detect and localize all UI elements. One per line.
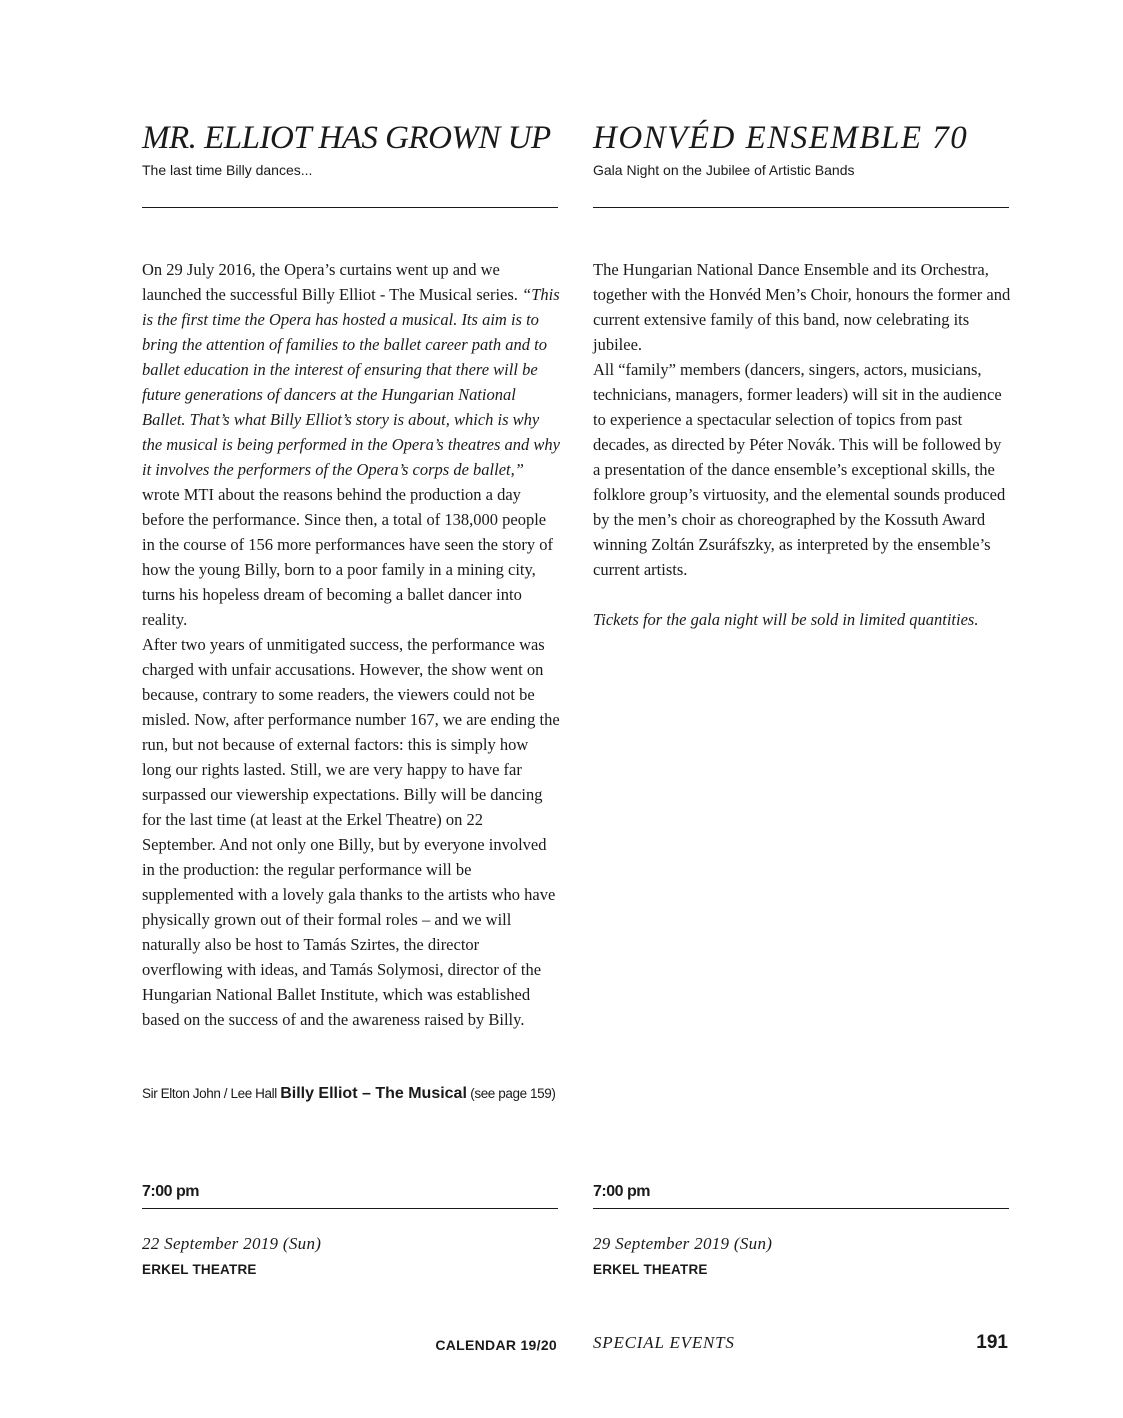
- footer-calendar-label: CALENDAR 19/20: [435, 1337, 557, 1353]
- credit-page-ref: (see page 159): [466, 1086, 556, 1101]
- article-body: [593, 257, 1011, 632]
- credit-show-title: Billy Elliot – The Musical: [280, 1085, 467, 1102]
- divider: [142, 207, 558, 208]
- event-date: 22 September 2019 (Sun): [142, 1234, 322, 1253]
- event-time: 7:00 pm: [142, 1183, 199, 1200]
- body-paragraph: The Hungarian National Dance Ensemble and its Orchestra, together with the Honvéd Men’s Choir, honours the former and current extensive family of this band, now celebrating its jubilee.: [593, 260, 1011, 354]
- event-venue: ERKEL THEATRE: [593, 1262, 708, 1277]
- body-paragraph: All “family” members (dancers, singers, actors, musicians, technicians, managers, former leaders) will sit in the audience to experience a spectacular selection of topics from past decades, as directed by Péter Novák. This will be followed by a presentation of the dance ensemble’s exceptional skills, the folklore group’s virtuosity, and the elemental sounds produced by the men’s choir as choreographed by the Kossuth Award winning Zoltán Zsuráfszky, as interpreted by the ensemble’s current artists.: [593, 360, 1006, 579]
- credit-authors: Sir Elton John / Lee Hall: [142, 1086, 281, 1101]
- divider: [593, 1208, 1009, 1209]
- ticket-note: Tickets for the gala night will be sold in limited quantities.: [593, 610, 979, 629]
- production-credit: [142, 1084, 555, 1104]
- body-quote: “This is the first time the Opera has hosted a musical. Its aim is to bring the attention of families to the ballet career path and to ballet education in the interest of ensuring that there will be future generations of dancers at the Hungarian National Ballet. That’s what Billy Elliot’s story is about, which is why the musical is being performed in the Opera’s theatres and why it involves the performers of the Opera’s corps de ballet,”: [142, 285, 560, 479]
- article-subtitle: Gala Night on the Jubilee of Artistic Bands: [593, 162, 855, 178]
- article-title: MR. ELLIOT HAS GROWN UP: [142, 120, 551, 156]
- footer-section-label: SPECIAL EVENTS: [593, 1333, 735, 1352]
- body-intro: On 29 July 2016, the Opera’s curtains went up and we launched the successful Billy Elliot - The Musical series.: [142, 260, 523, 304]
- body-paragraph: [142, 257, 560, 632]
- body-paragraph: After two years of unmitigated success, the performance was charged with unfair accusations. However, the show went on because, contrary to some readers, the viewers could not be misled. Now, after performance number 167, we are ending the run, but not because of external factors: this is simply how long our rights lasted. Still, we are very happy to have far surpassed our viewership expectations. Billy will be dancing for the last time (at least at the Erkel Theatre) on 22 September. And not only one Billy, but by everyone involved in the production: the regular performance will be supplemented with a lovely gala thanks to the artists who have physically grown out of their formal roles – and we will naturally also be host to Tamás Szirtes, the director overflowing with ideas, and Tamás Solymosi, director of the Hungarian National Ballet Institute, which was established based on the success of and the awareness raised by Billy.: [142, 635, 560, 1029]
- article-title: HONVÉD ENSEMBLE 70: [593, 120, 969, 156]
- article-body: [142, 257, 560, 1032]
- article-subtitle: The last time Billy dances...: [142, 162, 313, 178]
- divider: [142, 1208, 558, 1209]
- event-date: 29 September 2019 (Sun): [593, 1234, 773, 1253]
- divider: [593, 207, 1009, 208]
- body-after-quote: wrote MTI about the reasons behind the production a day before the performance. Since then, a total of 138,000 people in the course of 156 more performances have seen the story of how the young Billy, born to a poor family in a mining city, turns his hopeless dream of becoming a ballet dancer into reality.: [142, 485, 553, 629]
- event-venue: ERKEL THEATRE: [142, 1262, 257, 1277]
- page-number: 191: [976, 1332, 1008, 1353]
- event-time: 7:00 pm: [593, 1183, 650, 1200]
